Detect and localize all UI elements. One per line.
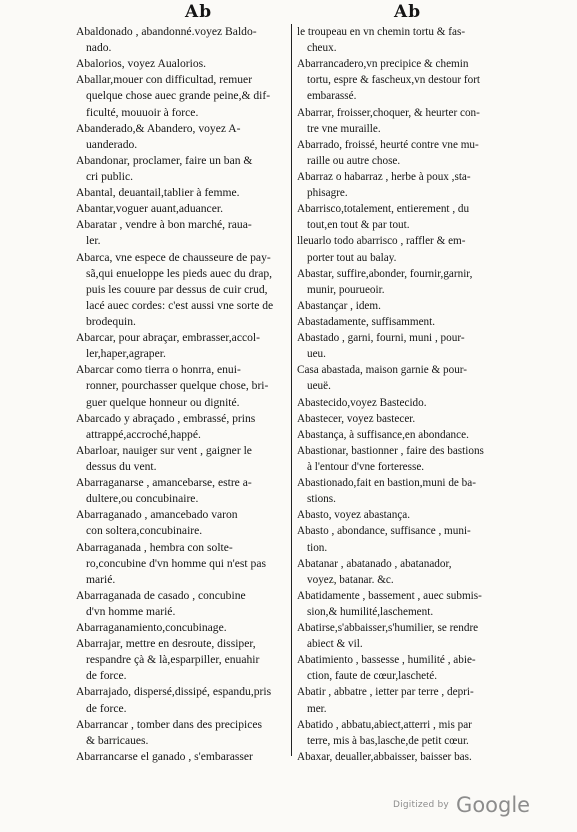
dictionary-entry-line: Abarrar, froisser,choquer, & heurter con- — [297, 106, 480, 119]
dictionary-entry-line: Abatirse,s'abbaisser,s'humilier, se rendre — [297, 622, 479, 635]
dictionary-entry-continuation: ronner, pourchasser quelque chose, bri- — [86, 379, 269, 393]
dictionary-entry-continuation: stions. — [307, 493, 336, 506]
dictionary-entry-line: Abarrancarse el ganado , s'embarasser — [76, 749, 253, 763]
dictionary-entry-line: Abastecido,voyez Bastecido. — [297, 396, 427, 409]
dictionary-entry-continuation: de force. — [86, 669, 127, 683]
dictionary-entry-continuation: raille ou autre chose. — [307, 154, 401, 167]
dictionary-entry-line: Abastionado,fait en bastion,muni de ba- — [297, 477, 476, 490]
dictionary-entry-continuation: porter tout au balay. — [307, 251, 397, 264]
dictionary-entry-line: Abarrisco,totalement, entierement , du — [297, 203, 470, 216]
left-column — [76, 24, 287, 765]
dictionary-entry-line: Abasto, voyez abastança. — [297, 509, 411, 522]
dictionary-entry-line: Abarca, vne espece de chausseure de pay- — [76, 250, 271, 264]
dictionary-entry-continuation: voyez, batanar. &c. — [307, 573, 394, 586]
dictionary-entry-continuation: phisagre. — [307, 187, 348, 200]
dictionary-entry-continuation: terre, mis à bas,lasche,de petit cœur. — [307, 734, 469, 747]
dictionary-entry-continuation: tout,en tout & par tout. — [307, 219, 410, 232]
dictionary-entry-line: Abastecer, voyez bastecer. — [297, 412, 416, 425]
dictionary-entry-continuation: con soltera,concubinaire. — [86, 524, 203, 538]
watermark-prefix: Digitized by — [393, 800, 449, 810]
dictionary-entry-line: Abastança, à suffisance,en abondance. — [297, 428, 469, 441]
dictionary-entry-line: Abarraganada , hembra con solte- — [76, 540, 233, 554]
dictionary-entry-line: Abarcado y abraçado , embrassé, prins — [76, 411, 256, 425]
dictionary-entry-line: lleuarlo todo abarrisco , raffler & em- — [297, 235, 466, 248]
dictionary-entry-continuation: ler,haper,agraper. — [86, 347, 166, 361]
dictionary-entry-line: Aballar,mouer con difficultad, remuer — [76, 73, 253, 87]
dictionary-entry-continuation: marié. — [86, 572, 116, 586]
dictionary-entry-continuation: guer quelque honneur ou dignité. — [86, 395, 240, 409]
dictionary-entry-line: Abastado , garni, fourni, muni , pour- — [297, 332, 465, 345]
dictionary-entry-line: Abalorios, voyez Aualorios. — [76, 57, 207, 71]
dictionary-entry-line: Abastançar , idem. — [297, 299, 381, 312]
dictionary-entry-continuation: ueu. — [307, 348, 326, 361]
dictionary-entry-continuation: dessus du vent. — [86, 459, 157, 473]
dictionary-entry-continuation: tion. — [307, 541, 328, 554]
dictionary-entry-continuation: ficulté, mouuoir à force. — [86, 105, 199, 119]
dictionary-entry-line: Abarrajar, mettre en desroute, dissiper, — [76, 637, 256, 651]
dictionary-entry-line: Abaldonado , abandonné.voyez Baldo- — [76, 25, 257, 38]
dictionary-entry-continuation: ueuë. — [307, 380, 331, 393]
dictionary-entry-line: Abarraganada de casado , concubine — [76, 588, 246, 602]
dictionary-entry-line: Abantal, deuantail,tablier à femme. — [76, 186, 240, 200]
dictionary-entry-line: Abarcar, pour abraçar, embrasser,accol- — [76, 331, 260, 345]
dictionary-entry-continuation: respandre çà & là,esparpiller, enuahir — [86, 653, 260, 667]
column-divider — [291, 24, 292, 756]
dictionary-entry-line: Abatido , abbatu,abiect,atterri , mis par — [297, 718, 472, 731]
dictionary-entry-line: Abarraganado , amancebado varon — [76, 508, 238, 522]
dictionary-entry-continuation: uanderado. — [86, 137, 138, 151]
dictionary-entry-line: Abatidamente , bassement , auec submis- — [297, 589, 482, 602]
dictionary-entry-line: Abarloar, nauiger sur vent , gaigner le — [76, 443, 252, 457]
dictionary-entry-line: Abatimiento , bassesse , humilité , abie- — [297, 654, 476, 667]
digitized-by-google-watermark — [393, 793, 530, 817]
dictionary-entry-continuation: mer. — [307, 702, 327, 715]
dictionary-entry-line: Abastionar, bastionner , faire des bastions — [297, 444, 484, 457]
dictionary-entry-continuation: brodequin. — [86, 314, 136, 328]
google-logo-text: Google — [456, 793, 531, 817]
dictionary-entry-continuation: attrappé,accroché,happé. — [86, 427, 201, 441]
dictionary-entry-continuation: sã,qui enueloppe les pieds auec du drap, — [86, 266, 273, 280]
dictionary-entry-line: Abasto , abondance, suffisance , muni- — [297, 525, 471, 538]
dictionary-entry-line: Abandonar, proclamer, faire un ban & — [76, 153, 253, 167]
dictionary-entry-continuation: de force. — [86, 701, 127, 715]
dictionary-entry-continuation: à l'entour d'vne forteresse. — [307, 460, 425, 473]
dictionary-entry-line: Abanderado,& Abandero, voyez A- — [76, 121, 241, 135]
dictionary-entry-line: le troupeau en vn chemin tortu & fas- — [297, 26, 466, 38]
dictionary-entry-continuation: puis les couure par dessus de cuir crud, — [86, 282, 268, 296]
right-column — [297, 24, 523, 765]
dictionary-entry-line: Abaxar, deualler,abbaisser, baisser bas. — [297, 750, 472, 763]
dictionary-entry-continuation: d'vn homme marié. — [86, 604, 176, 618]
dictionary-entry-line: Abarraganarse , amancebarse, estre a- — [76, 476, 252, 490]
dictionary-entry-line: Abarrado, froissé, heurté contre vne mu- — [297, 138, 479, 151]
dictionary-entry-continuation: & barricaues. — [86, 733, 149, 747]
dictionary-entry-line: Abaratar , vendre à bon marché, raua- — [76, 218, 252, 232]
dictionary-entry-line: Abarraganamiento,concubinage. — [76, 621, 227, 635]
dictionary-entry-line: Abantar,voguer auant,aduancer. — [76, 202, 223, 216]
dictionary-entry-continuation: sion,& humilité,laschement. — [307, 605, 434, 618]
dictionary-entry-line: Abatanar , abatanado , abatanador, — [297, 557, 452, 570]
dictionary-entry-line: Abarrancar , tomber dans des precipices — [76, 717, 263, 731]
dictionary-entry-continuation: embarassé. — [307, 90, 357, 103]
dictionary-entry-continuation: ro,concubine d'vn homme qui n'est pas — [86, 556, 266, 570]
dictionary-entry-continuation: tre vne muraille. — [307, 122, 381, 135]
dictionary-entry-continuation: quelque chose auec grande peine,& dif- — [86, 89, 271, 103]
dictionary-entry-line: Abastar, suffire,abonder, fournir,garnir, — [297, 267, 473, 280]
dictionary-entry-line: Abarcar como tierra o honrra, enui- — [76, 363, 241, 377]
dictionary-entry-continuation: nado. — [86, 41, 112, 55]
dictionary-entry-continuation: tortu, espre & fascheux,vn destour fort — [307, 74, 481, 87]
dictionary-entry-continuation: dultere,ou concubinaire. — [86, 492, 199, 506]
dictionary-entry-line: Abarrancadero,vn precipice & chemin — [297, 58, 469, 71]
dictionary-entry-continuation: cheux. — [307, 42, 337, 55]
dictionary-entry-continuation: abiect & vil. — [307, 638, 363, 651]
dictionary-entry-line: Abastadamente, suffisamment. — [297, 315, 436, 328]
dictionary-entry-line: Abarraz o habarraz , herbe à poux ,sta- — [297, 170, 471, 183]
dictionary-entry-continuation: cri public. — [86, 169, 134, 183]
dictionary-entry-continuation: ler. — [86, 234, 101, 248]
dictionary-entry-continuation: munir, pourueoir. — [307, 283, 385, 296]
dictionary-entry-line: Casa abastada, maison garnie & pour- — [297, 364, 468, 377]
page-header-right: Ab — [394, 2, 422, 22]
dictionary-entry-line: Abatir , abbatre , ietter par terre , depri- — [297, 686, 474, 699]
page-header-left: Ab — [185, 2, 213, 22]
dictionary-entry-continuation: lacé auec cordes: c'est aussi vne sorte de — [86, 298, 274, 312]
dictionary-entry-line: Abarrajado, dispersé,dissipé, espandu,pris — [76, 685, 272, 699]
dictionary-entry-continuation: ction, faute de cœur,lascheté. — [307, 670, 438, 683]
